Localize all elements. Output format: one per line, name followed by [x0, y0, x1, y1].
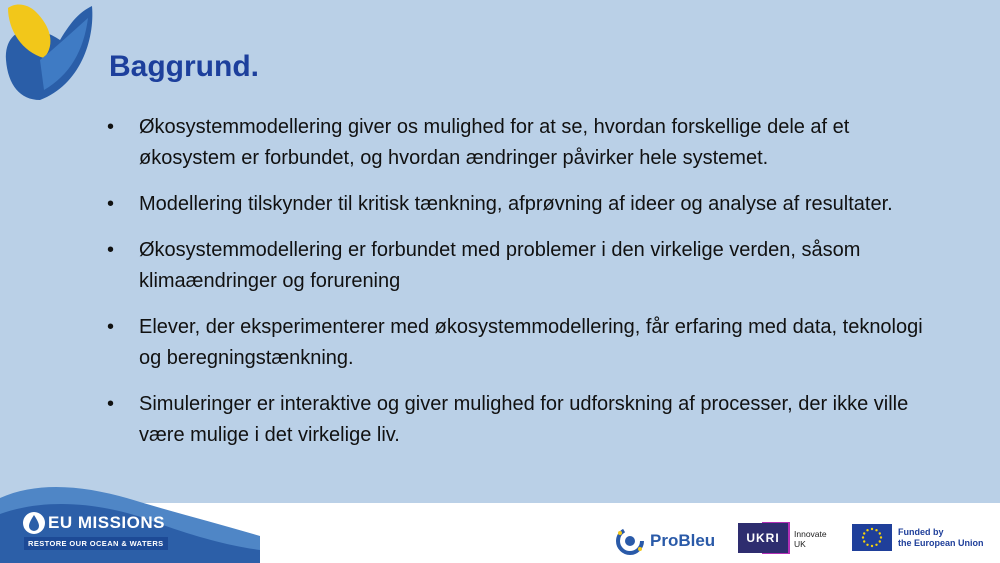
bullet-list: [103, 112, 923, 466]
eu-funding-label: Funded by the European Union: [898, 527, 984, 548]
bullet-marker: •: [107, 116, 115, 138]
eu-missions-main: MISSIONS: [77, 513, 165, 532]
bullet-marker: •: [107, 393, 115, 415]
bullet-item: [103, 312, 923, 374]
bullet-marker: •: [107, 193, 115, 215]
bullet-item: [103, 189, 923, 220]
water-drop-icon: [22, 511, 46, 535]
probleu-swirl-icon: [616, 527, 644, 555]
eu-flag-icon: [852, 524, 892, 551]
eu-missions-logo: [22, 507, 197, 552]
bullet-text: Elever, der eksperimenterer med økosystemmodellering, får erfaring med data, teknologi og beregningstænkning.: [139, 316, 923, 369]
probleu-logo: [616, 524, 726, 556]
eu-missions-prefix: EU: [48, 513, 73, 532]
bullet-item: [103, 389, 923, 451]
eu-missions-subtitle: RESTORE OUR OCEAN & WATERS: [24, 537, 168, 550]
ukri-logo: [738, 522, 838, 556]
eu-missions-title: [48, 513, 165, 533]
bullet-text: Økosystemmodellering er forbundet med problemer i den virkelige verden, såsom klimaændringer og forurening: [139, 239, 861, 292]
bullet-text: Økosystemmodellering giver os mulighed for at se, hvordan forskellige dele af et økosystem er forbundet, og hvordan ændringer påvirker hele systemet.: [139, 116, 850, 169]
bullet-text: Modellering tilskynder til kritisk tænkning, afprøvning af ideer og analyse af resultater.: [139, 193, 893, 215]
bullet-item: [103, 235, 923, 297]
bullet-marker: •: [107, 316, 115, 338]
ukri-label: Innovate UK: [794, 529, 827, 549]
ukri-mark: UKRI: [738, 523, 788, 553]
brand-logo-icon: [0, 0, 100, 105]
probleu-label: ProBleu: [650, 531, 716, 550]
eu-funding-logo: [852, 524, 997, 556]
slide-title: Baggrund.: [109, 50, 259, 83]
bullet-item: [103, 112, 923, 174]
bullet-text: Simuleringer er interaktive og giver mulighed for udforskning af processer, der ikke ville være mulige i det virkelige liv.: [139, 393, 909, 446]
bullet-marker: •: [107, 239, 115, 261]
